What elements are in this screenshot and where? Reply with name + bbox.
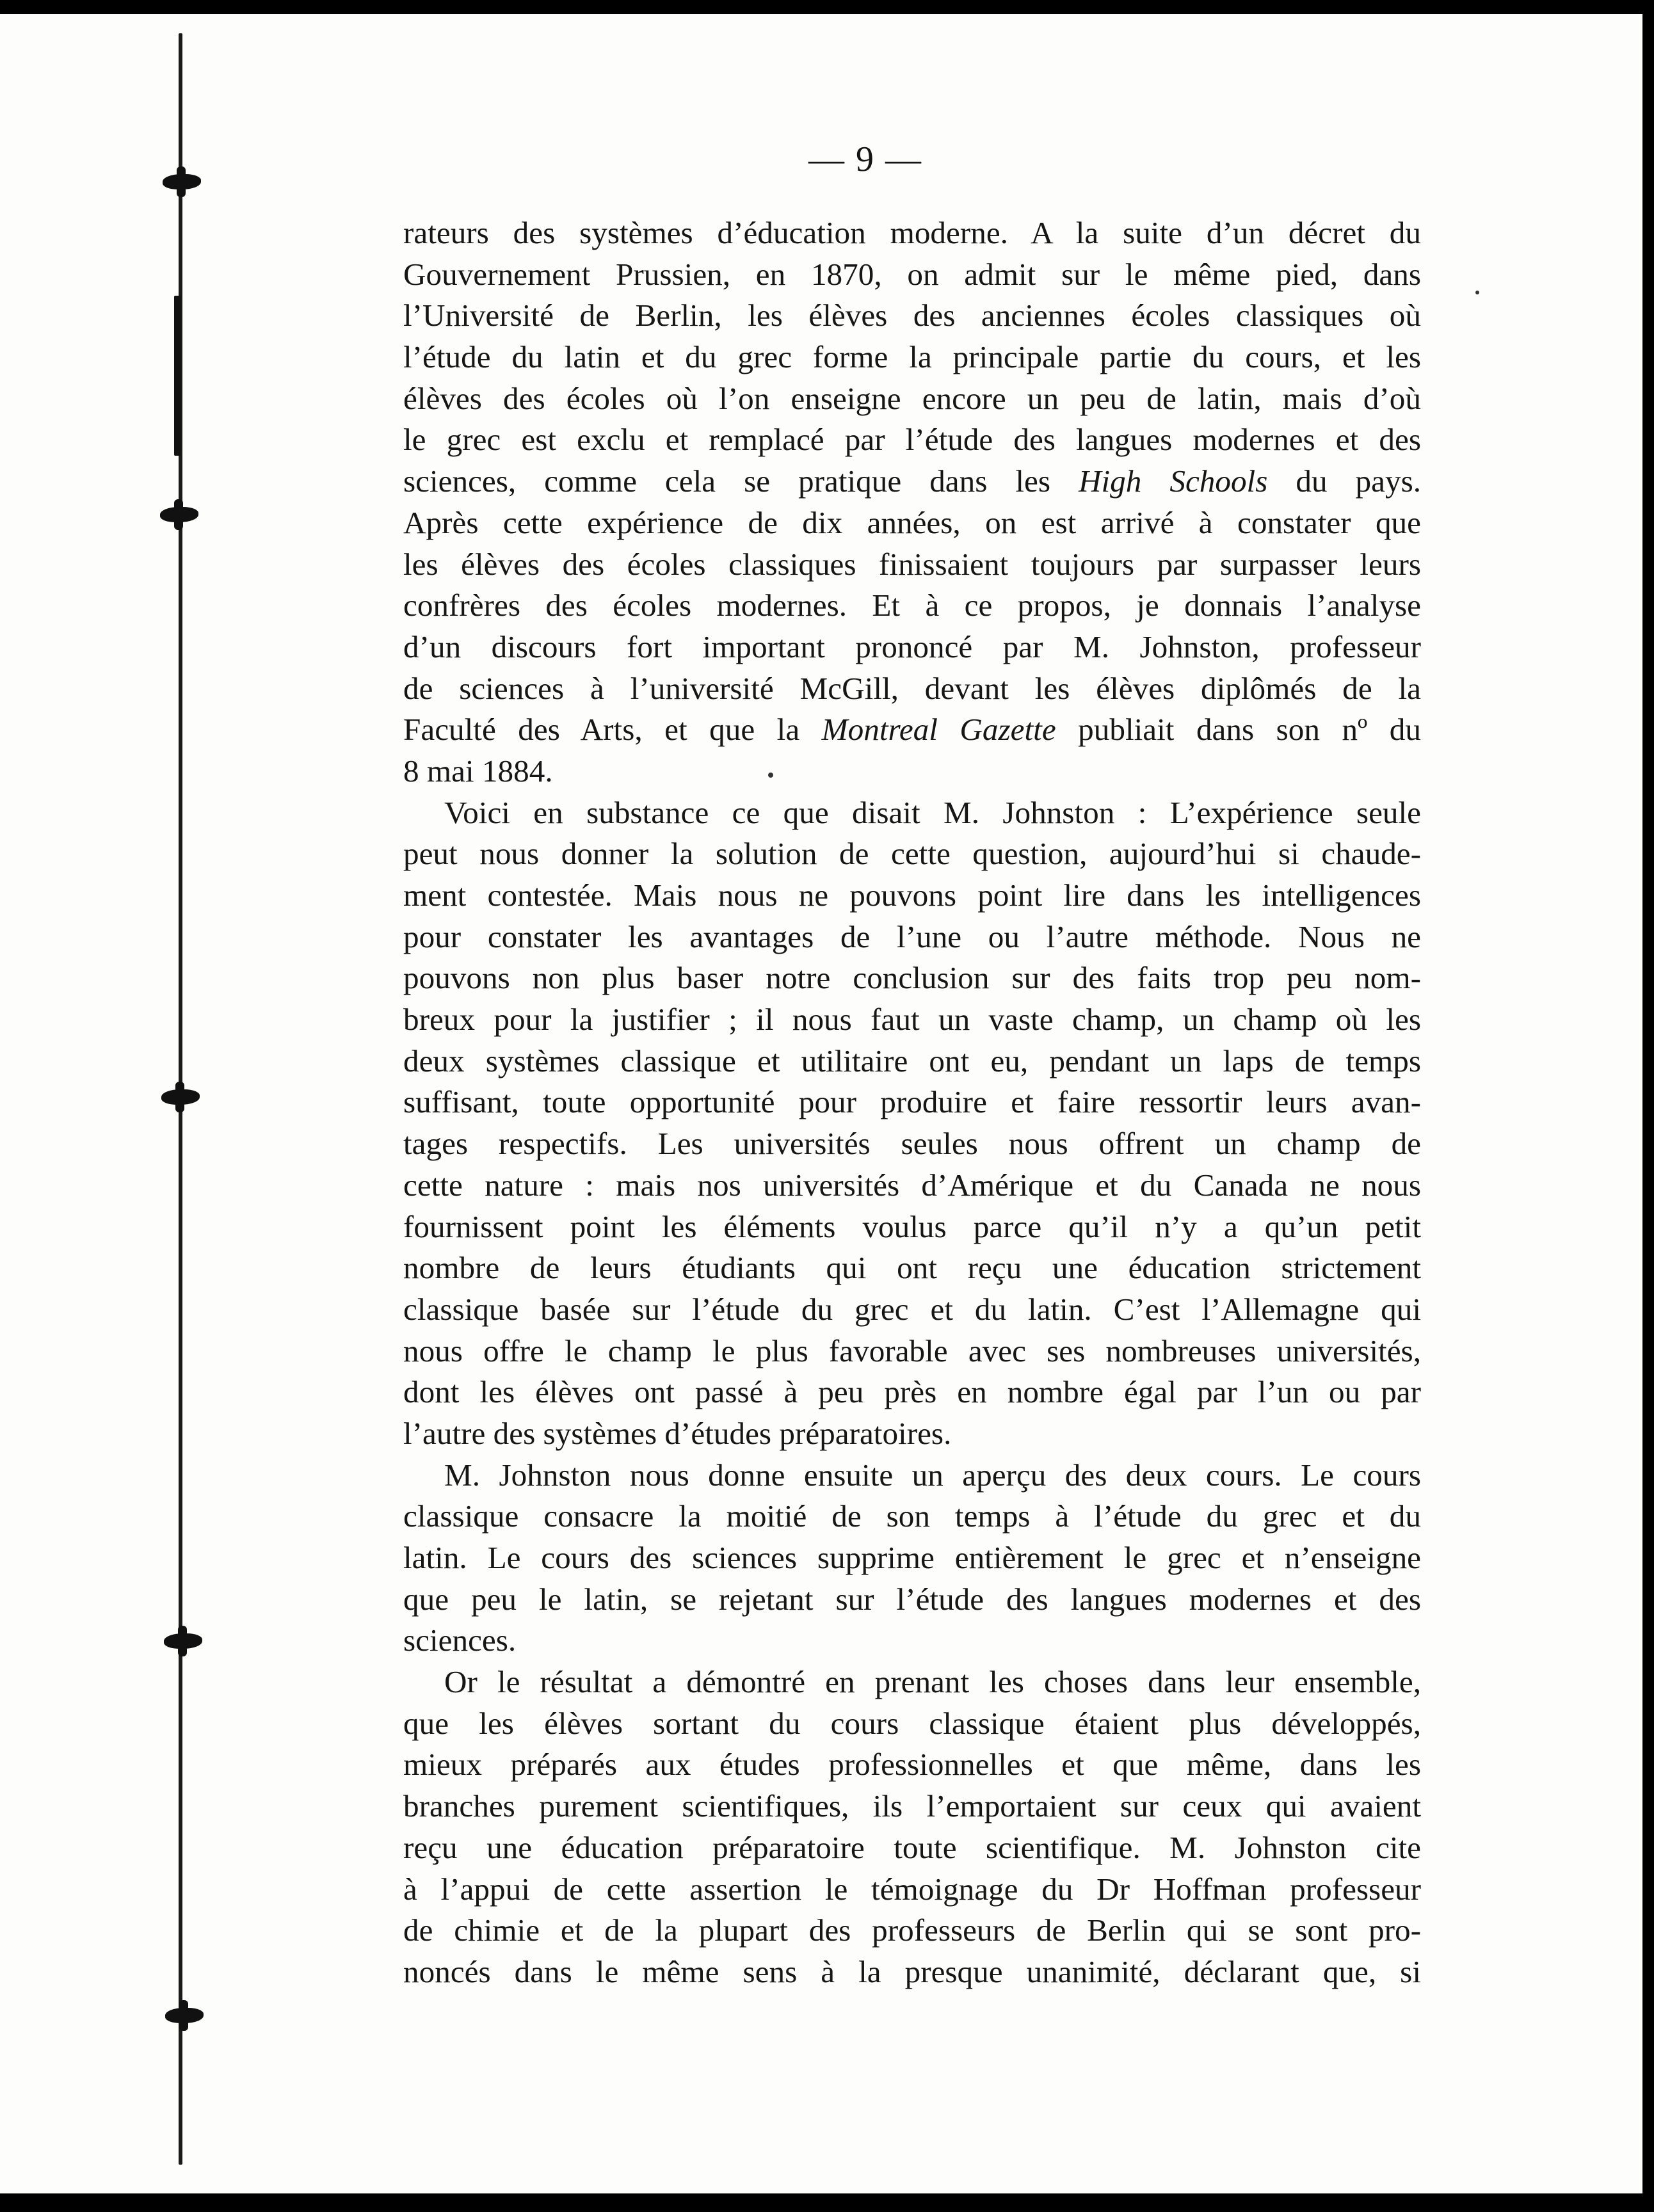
text-line: breux pour la justifier ; il nous faut un vaste champ, un champ où les — [403, 1002, 1421, 1038]
text-line: à l’appui de cette assertion le témoignage du Dr Hoffman professeur — [403, 1871, 1421, 1907]
text-line: latin. Le cours des sciences supprime entièrement le grec et n’enseigne — [403, 1540, 1421, 1575]
text-line: classique consacre la moitié de son temps à l’étude du grec et du — [403, 1498, 1421, 1534]
binding-stitch — [161, 1089, 200, 1105]
text-line: l’autre des systèmes d’études préparatoires. — [403, 1415, 952, 1451]
text-line: élèves des écoles où l’on enseigne encore un peu de latin, mais d’où — [403, 380, 1421, 416]
text-line: le grec est exclu et remplacé par l’étude des langues modernes et des — [403, 422, 1421, 458]
text-line: deux systèmes classique et utilitaire ont eu, pendant un laps de temps — [403, 1043, 1421, 1078]
binding-stitch — [160, 507, 198, 522]
text-line: Après cette expérience de dix années, on est arrivé à constater que — [403, 504, 1421, 540]
text-line: sciences, comme cela se pratique dans les High Schools du pays. — [403, 463, 1422, 499]
page-number: — 9 — — [808, 140, 922, 179]
text-line: Or le résultat a démontré en prenant les choses dans leur ensemble, — [444, 1664, 1421, 1700]
binding-stitch — [165, 2008, 204, 2023]
text-line: que peu le latin, se rejetant sur l’étude des langues modernes et des — [403, 1581, 1421, 1617]
italic-title: Montreal Gazette — [821, 712, 1056, 748]
text-line: que les élèves sortant du cours classique étaient plus développés, — [403, 1705, 1421, 1741]
text-line: mieux préparés aux études professionnelles et que même, dans les — [403, 1747, 1421, 1783]
text-line: noncés dans le même sens à la presque unanimité, déclarant que, si — [403, 1953, 1421, 1989]
text-line: de sciences à l’université McGill, devant les élèves diplômés de la — [403, 670, 1421, 706]
text-line: pour constater les avantages de l’une ou l’autre méthode. Nous ne — [403, 918, 1421, 954]
text-line: cette nature : mais nos universités d’Amérique et du Canada ne nous — [403, 1167, 1421, 1203]
text-line: confrères des écoles modernes. Et à ce propos, je donnais l’analyse — [403, 588, 1421, 623]
text-line: les élèves des écoles classiques finissaient toujours par surpasser leurs — [403, 546, 1421, 582]
text-line: 8 mai 1884. — [403, 753, 553, 789]
text-line: suffisant, toute opportunité pour produire et faire ressortir leurs avan- — [403, 1084, 1421, 1120]
text-line: ment contestée. Mais nous ne pouvons point lire dans les intelligences — [403, 878, 1421, 913]
text-line: tages respectifs. Les universités seules nous offrent un champ de — [403, 1126, 1421, 1162]
text-line: l’Université de Berlin, les élèves des anciennes écoles classiques où — [403, 298, 1421, 333]
scan-edge — [1642, 0, 1654, 2212]
text-line: d’un discours fort important prononcé par M. Johnston, professeur — [403, 629, 1421, 664]
body-text — [403, 212, 1421, 1993]
binding-thread-segment — [174, 296, 181, 456]
text-line: fournissent point les éléments voulus parce qu’il n’y a qu’un petit — [403, 1208, 1421, 1244]
scanned-page — [0, 14, 1654, 2193]
text-line: nous offre le champ le plus favorable avec ses nombreuses universités, — [403, 1333, 1421, 1368]
text-line: sciences. — [403, 1623, 517, 1658]
text-line: classique basée sur l’étude du grec et du latin. C’est l’Allemagne qui — [403, 1291, 1421, 1327]
text-line: nombre de leurs étudiants qui ont reçu une éducation strictement — [403, 1250, 1421, 1286]
text-line: de chimie et de la plupart des professeurs de Berlin qui se sont pro- — [403, 1912, 1421, 1948]
text-line: Voici en substance ce que disait M. Johnston : L’expérience seule — [444, 794, 1421, 830]
text-line: dont les élèves ont passé à peu près en nombre égal par l’un ou par — [403, 1374, 1421, 1410]
text-line: M. Johnston nous donne ensuite un aperçu des deux cours. Le cours — [444, 1457, 1421, 1493]
text-line: peut nous donner la solution de cette question, aujourd’hui si chaude- — [403, 836, 1421, 872]
binding-stitch — [164, 1633, 202, 1649]
italic-title: High Schools — [1078, 463, 1268, 499]
text-line: reçu une éducation préparatoire toute scientifique. M. Johnston cite — [403, 1829, 1421, 1865]
text-line: pouvons non plus baser notre conclusion sur des faits trop peu nom- — [403, 960, 1421, 996]
text-line: Gouvernement Prussien, en 1870, on admit sur le même pied, dans — [403, 256, 1421, 292]
text-line: branches purement scientifiques, ils l’emportaient sur ceux qui avaient — [403, 1788, 1421, 1824]
text-line: l’étude du latin et du grec forme la principale partie du cours, et les — [403, 339, 1421, 375]
ink-speck — [768, 773, 773, 778]
ink-speck — [1475, 291, 1479, 294]
text-line: Faculté des Arts, et que la Montreal Gazette publiait dans son nº du — [403, 712, 1421, 748]
text-line: rateurs des systèmes d’éducation moderne. A la suite d’un décret du — [403, 215, 1421, 250]
